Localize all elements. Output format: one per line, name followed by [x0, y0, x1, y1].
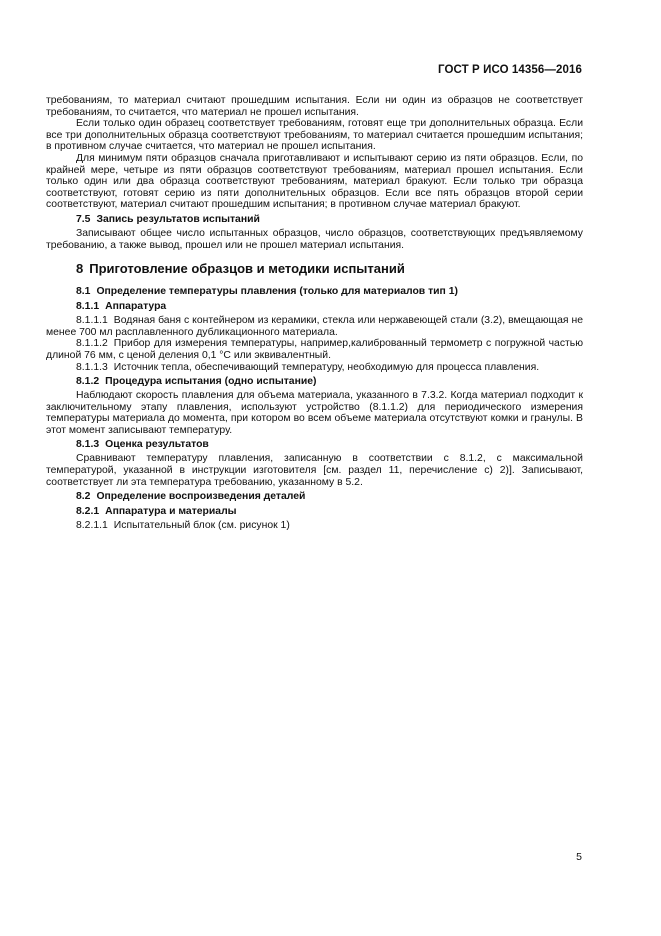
section-title: Запись результатов испытаний — [96, 213, 260, 225]
paragraph: Наблюдают скорость плавления для объема материала, указанного в 7.3.2. Когда материал подходит к заключительному этапу плавления, используют устройство (8.1.1.2) для периодического измерения температуры материала до момента, при котором во всем объеме материала отсутствуют комки и гранулы. В этот момент записывают температуру. — [46, 390, 583, 436]
section-heading-8-2-1 — [46, 506, 583, 518]
section-title: Процедура испытания (одно испытание) — [105, 376, 317, 388]
paragraph: требованиям, то материал считают прошедшим испытания. Если ни один из образцов не соответствует требованиям, то считается, что материал не прошел испытания. — [46, 95, 583, 118]
section-number: 8.2.1 — [76, 506, 100, 518]
section-heading-8-1-2 — [46, 376, 583, 388]
item-number: 8.2.1.1 — [76, 520, 108, 532]
list-item-8-1-1-3 — [46, 362, 583, 374]
item-number: 8.1.1.2 — [76, 338, 108, 350]
item-text: Прибор для измерения температуры, например,калиброванный термометр с погружной частью длиной 76 мм, с ценой деления 0,1 °С или эквивалентный. — [46, 338, 583, 361]
section-heading-8-1-3 — [46, 439, 583, 451]
section-number: 8.1 — [76, 286, 91, 298]
item-text: Водяная баня с контейнером из керамики, стекла или нержавеющей стали (3.2), вмещающая не менее 700 мл расплавленного дубликационного материала. — [46, 315, 583, 338]
section-title: Определение температуры плавления (только для материалов тип 1) — [96, 286, 458, 298]
section-heading-8-1 — [46, 286, 583, 298]
section-number: 8.1.1 — [76, 301, 100, 313]
section-number: 8 — [76, 261, 84, 277]
paragraph: Если только один образец соответствует требованиям, готовят еще три дополнительных образца. Если все три дополнительных образца соответствуют требованиям, то материал считается прошедшим испытания; в противном случае считается, что материал не прошел испытания. — [46, 118, 583, 153]
section-number: 8.2 — [76, 491, 91, 503]
section-number: 8.1.2 — [76, 376, 100, 388]
paragraph: Сравнивают температуру плавления, записанную в соответствии с 8.1.2, с максимальной температурой, указанной в инструкции изготовителя [см. раздел 11, перечисление с) 2)]. Записывают, соответствует ли эта температура требованию, указанному в 5.2. — [46, 453, 583, 488]
section-number: 7.5 — [76, 213, 91, 225]
section-title: Оценка результатов — [105, 439, 209, 451]
section-heading-8-2 — [46, 491, 583, 503]
section-title: Определение воспроизведения деталей — [96, 491, 306, 503]
item-text: Источник тепла, обеспечивающий температуру, необходимую для процесса плавления. — [113, 361, 540, 373]
document-body — [46, 95, 583, 532]
item-number: 8.1.1.3 — [76, 361, 108, 373]
paragraph: Записывают общее число испытанных образцов, число образцов, соответствующих предъявляемому требованию, а также вывод, прошел или не прошел материал испытания. — [46, 227, 583, 251]
section-title: Приготовление образцов и методики испытаний — [89, 261, 405, 277]
list-item-8-1-1-2 — [46, 338, 583, 361]
list-item-8-2-1-1 — [46, 520, 583, 532]
item-text: Испытательный блок (см. рисунок 1) — [113, 520, 290, 532]
document-header-id: ГОСТ Р ИСО 14356—2016 — [437, 64, 582, 76]
section-title: Аппаратура — [105, 301, 167, 313]
paragraph: Для минимум пяти образцов сначала приготавливают и испытывают серию из пяти образцов. Если, по крайней мере, четыре из пяти образцов соответствуют требованиям, материал прошел испытания. Если только один или два образца соответствуют требованиям, материал бракуют. Если только три образца соответствуют, готовят серию из пяти дополнительных образцов. Если все пять образцов второй серии соответствуют, материал считают прошедшим испытания; в противном случае материал бракуют. — [46, 152, 583, 211]
item-number: 8.1.1.1 — [76, 315, 108, 327]
section-title: Аппаратура и материалы — [105, 506, 237, 518]
section-heading-8 — [46, 261, 583, 276]
section-heading-8-1-1 — [46, 301, 583, 313]
section-heading-7-5 — [46, 214, 583, 226]
page-number: 5 — [576, 851, 582, 863]
section-number: 8.1.3 — [76, 439, 100, 451]
list-item-8-1-1-1 — [46, 315, 583, 338]
